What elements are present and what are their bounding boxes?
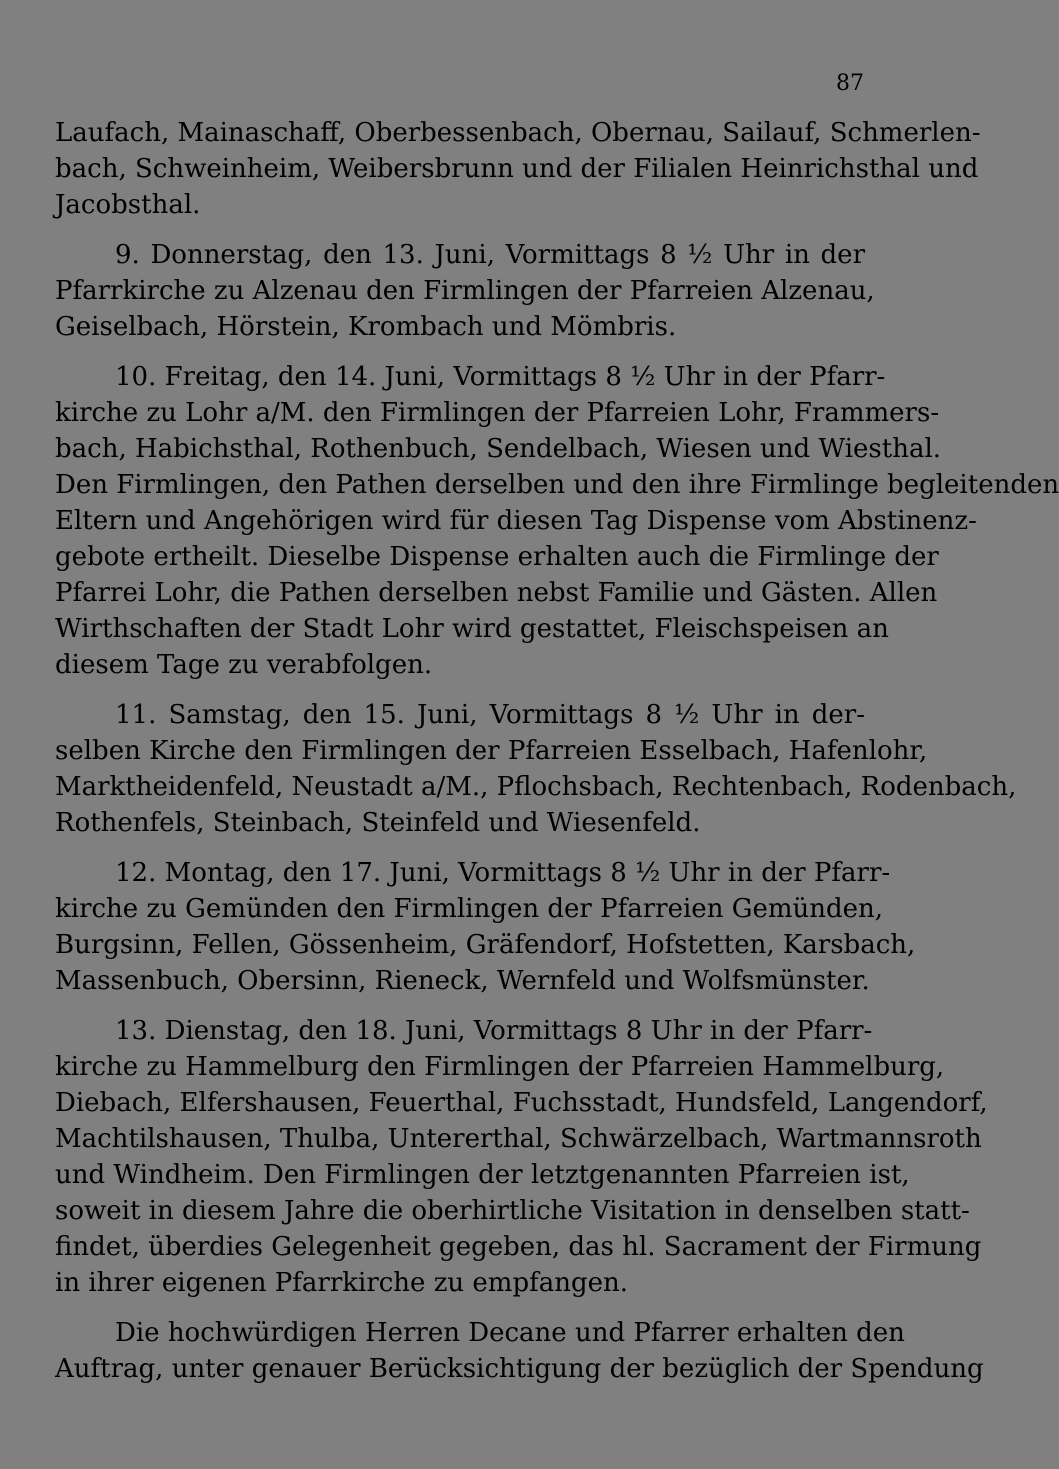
text-line: Jacobsthal. [55,190,201,220]
text-line: Diebach, Elfershausen, Feuerthal, Fuchsstadt, Hundsfeld, Langendorf, [55,1088,988,1118]
text-line: 13. Dienstag, den 18. Juni, Vormittags 8 Uhr in der Pfarr- [115,1016,873,1046]
text-line: und Windheim. Den Firmlingen der letztgenannten Pfarreien ist, [55,1160,910,1190]
text-line: Massenbuch, Obersinn, Rieneck, Wernfeld und Wolfsmünster. [55,966,870,996]
text-line: bach, Schweinheim, Weibersbrunn und der Filialen Heinrichsthal und [55,154,979,184]
text-line: Geiselbach, Hörstein, Krombach und Mömbris. [55,312,677,342]
paragraph [55,1013,988,1301]
text-line: selben Kirche den Firmlingen der Pfarreien Esselbach, Hafenlohr, [55,736,928,766]
text-line: 9. Donnerstag, den 13. Juni, Vormittags 8 ½ Uhr in der [115,240,865,270]
text-line: Laufach, Mainaschaff, Oberbessenbach, Obernau, Sailauf, Schmerlen- [55,118,981,148]
text-line: Den Firmlingen, den Pathen derselben und den ihre Firmlinge begleitenden [55,470,1059,500]
text-line: Auftrag, unter genauer Berücksichtigung der bezüglich der Spendung [55,1354,984,1384]
text-line: gebote ertheilt. Dieselbe Dispense erhalten auch die Firmlinge der [55,542,939,572]
paragraph-gap [55,683,865,697]
text-line: Eltern und Angehörigen wird für diesen Tag Dispense vom Abstinenz- [55,506,977,536]
text-line: 10. Freitag, den 14. Juni, Vormittags 8 ½ Uhr in der Pfarr- [115,362,886,392]
paragraph-gap [55,841,865,855]
paragraph-gap [55,345,865,359]
page-body [55,115,1059,1387]
text-line: kirche zu Lohr a/M. den Firmlingen der Pfarreien Lohr, Frammers- [55,398,940,428]
paragraph [55,237,875,345]
text-line: findet, überdies Gelegenheit gegeben, das hl. Sacrament der Firmung [55,1232,982,1262]
page-number: 87 [836,71,864,96]
paragraph [55,359,1059,683]
text-line: Rothenfels, Steinbach, Steinfeld und Wiesenfeld. [55,808,701,838]
paragraph [55,697,1017,841]
text-line: soweit in diesem Jahre die oberhirtliche Visitation in denselben statt- [55,1196,970,1226]
text-line: Machtilshausen, Thulba, Untererthal, Schwärzelbach, Wartmannsroth [55,1124,982,1154]
text-line: bach, Habichsthal, Rothenbuch, Sendelbach, Wiesen und Wiesthal. [55,434,942,464]
text-line: Wirthschaften der Stadt Lohr wird gestattet, Fleischspeisen an [55,614,889,644]
text-line: kirche zu Hammelburg den Firmlingen der Pfarreien Hammelburg, [55,1052,945,1082]
paragraph-gap [55,999,865,1013]
text-line: Pfarrkirche zu Alzenau den Firmlingen der Pfarreien Alzenau, [55,276,875,306]
text-line: Die hochwürdigen Herren Decane und Pfarrer erhalten den [115,1318,905,1348]
text-line: Marktheidenfeld, Neustadt a/M., Pflochsbach, Rechtenbach, Rodenbach, [55,772,1017,802]
text-line: diesem Tage zu verabfolgen. [55,650,433,680]
text-line: 12. Montag, den 17. Juni, Vormittags 8 ½ Uhr in der Pfarr- [115,858,891,888]
paragraph-gap [55,223,865,237]
paragraph [55,1315,984,1387]
paragraph-gap [55,1301,865,1315]
text-line: in ihrer eigenen Pfarrkirche zu empfangen. [55,1268,629,1298]
paragraph [55,855,916,999]
text-line: Pfarrei Lohr, die Pathen derselben nebst Familie und Gästen. Allen [55,578,938,608]
text-line: Burgsinn, Fellen, Gössenheim, Gräfendorf, Hofstetten, Karsbach, [55,930,916,960]
text-line: 11. Samstag, den 15. Juni, Vormittags 8 ½ Uhr in der- [115,700,865,730]
paragraph [55,115,981,223]
text-line: kirche zu Gemünden den Firmlingen der Pfarreien Gemünden, [55,894,884,924]
